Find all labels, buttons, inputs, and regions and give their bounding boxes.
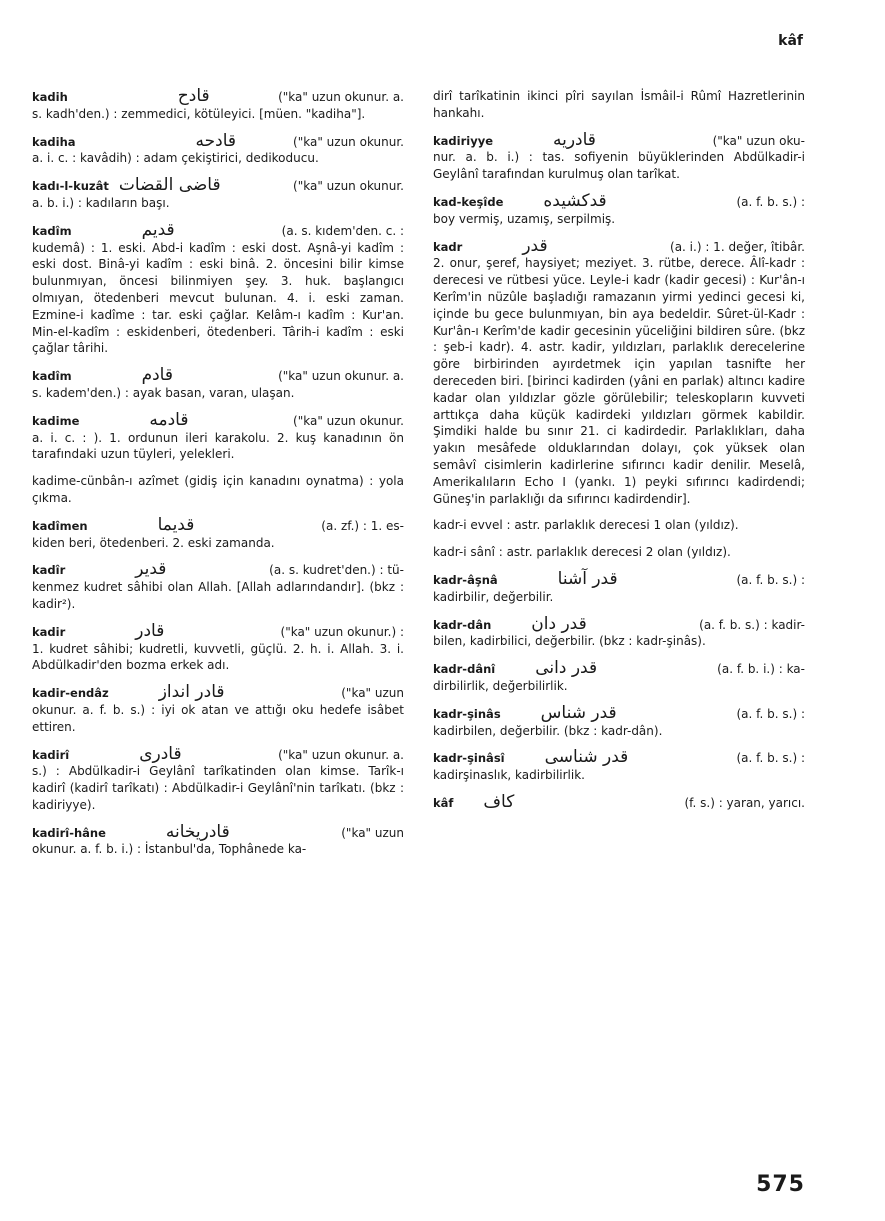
dictionary-entry (32, 473, 404, 507)
headword: kadir (32, 624, 66, 639)
arabic-spelling: قدير (135, 559, 167, 580)
headword: kadih (32, 90, 68, 104)
entry-head-text: ("ka" uzun (341, 686, 404, 701)
entry-head-text: ("ka" uzun okunur. a. (278, 90, 404, 104)
entry-head-text: ("ka" uzun okunur. a. (278, 747, 404, 762)
headword: kadr-şinâsî (433, 751, 505, 766)
entry-head-text: ("ka" uzun okunur. (293, 413, 404, 428)
dictionary-entry (433, 129, 805, 183)
dictionary-entry (32, 88, 404, 123)
dictionary-entry (32, 219, 404, 357)
arabic-spelling: قادرى (139, 743, 182, 764)
arabic-spelling: قديما (157, 514, 195, 535)
entry-head-text: (a. zf.) : 1. es- (321, 518, 404, 533)
dictionary-entry (433, 190, 805, 228)
entry-head-line (433, 749, 805, 767)
dictionary-entry (32, 561, 404, 612)
arabic-spelling: قادريه (553, 129, 596, 150)
dictionary-entry (433, 702, 805, 740)
entry-head-line (32, 561, 404, 579)
entry-definition: s. kadem'den.) : ayak basan, varan, ulaşan. (32, 385, 295, 400)
entry-definition: a. i. c. : ). 1. ordunun ileri karakolu. 2. kuş kanadının ön tarafındaki uzun tüyleri, yelekleri. (32, 430, 404, 462)
dictionary-entry (433, 88, 805, 122)
entry-head-text: ("ka" uzun oku- (712, 133, 805, 148)
entry-head-line (433, 129, 805, 150)
dictionary-entry (433, 568, 805, 606)
entry-head-line (32, 409, 404, 430)
headword: kadr-âşnâ (433, 572, 498, 587)
entry-head-text: (a. i.) : 1. değer, îtibâr. (670, 239, 805, 254)
entry-head-line (32, 88, 404, 106)
arabic-spelling: قادح (177, 86, 210, 106)
dictionary-entry (32, 821, 404, 859)
headword: kadîm (32, 223, 72, 238)
headword: kadime (32, 413, 80, 428)
dictionary-entry (32, 367, 404, 402)
entry-definition: bilen, kadirbilici, değerbilir. (bkz : kadr-şinâs). (433, 634, 706, 649)
dictionary-entry (32, 177, 404, 212)
dictionary-entry (433, 749, 805, 784)
entry-head-text: (a. s. kıdem'den. c. : (281, 223, 404, 238)
entry-definition: 2. onur, şeref, haysiyet; meziyet. 3. rütbe, derece. Âlî-kadr : derecesi ve rütbesi yüce. Leyle-i kadr (kadir gecesi) : Kur'ân-ı Kerîm'in nüzûle başladığı ramazanın yirmi yedinci gecesi ki, içinde bu gece bulunmıyan, bin aya bedeldir. Sûret-ül-Kadr : Kur'ân-ı Kerîm'de kadir gecesinin yüceliğini bildiren sûre. (bkz : şeb-i kadr). 4. astr. kadir, yıldızları, parlaklık derecelerine göre birbirinden ayırdetmek için yapılan tasnifte her dereceden biri. [birinci kadirden (yâni en parlak) altıncı kadire kadar olan yıldızlar gözle görülebilir; teleskopların kuvveti arttıkça daha küçük kadirdeki yıldızları görmek kabildir. Şimdiki halde bu sınır 21. ci kadirdedir. Parlaklıkları, daha yakın mesâfede olduklarından dolayı, çok yüksek olan semâvî cisimlerin kadirlerine sıfırıncı kadir denilir. Meselâ, Amerikalıların Echo I (yankı. 1) peyki sıfırıncı kadirdendi; Güneş'in parlaklığı da sıfırıncı kadirdendir]. (433, 256, 805, 506)
page-number: 575 (756, 1172, 805, 1197)
entry-definition: kiden beri, ötedenberi. 2. eski zamanda. (32, 535, 275, 550)
headword: kadîmen (32, 518, 88, 533)
entry-head-line (32, 367, 404, 385)
arabic-spelling: قادر انداز (158, 682, 225, 703)
entry-definition: kudemâ) : 1. eski. Abd-i kadîm : eski dost. Aşnâ-yi kadîm : eski dost. Binâ-yi kadîm : eski binâ. 2. öncesini bilir kimse bulunmıyan, öncesi bilinmiyen şey. 3. huk. başlangıcı olmıyan, ötedenberi mevcut bulunan. 4. i. eski zaman. Ezmine-i kadîme : tar. eski çağlar. Kelâm-ı kadîm : Kur'an. Min-el-kadîm : eskidenberi, ötedenberi. Târih-i kadîm : eski çağlar târihi. (32, 240, 404, 356)
entry-head-line (32, 821, 404, 842)
entry-head-line (433, 235, 805, 256)
entry-definition: kadirbilen, değerbilir. (bkz : kadr-dân). (433, 723, 663, 738)
arabic-spelling: قاضى القضات (118, 175, 221, 196)
dictionary-entry (32, 514, 404, 552)
entry-definition: kenmez kudret sâhibi olan Allah. [Allah adlarındandır]. (bkz : kadir²). (32, 580, 404, 611)
entry-head-line (433, 791, 805, 812)
dictionary-entry (433, 660, 805, 695)
entry-definition: kadr-i evvel : astr. parlaklık derecesi 1 olan (yıldız). (433, 518, 739, 533)
entry-definition: kadime-cünbân-ı azîmet (gidiş için kanadını oynatma) : yola çıkma. (32, 474, 404, 505)
entry-definition: okunur. a. f. b. s.) : iyi ok atan ve attığı oku hedefe isâbet ettiren. (32, 702, 404, 734)
dictionary-entry (433, 235, 805, 508)
arabic-spelling: قدكشيده (543, 190, 607, 211)
entry-definition: s. kadh'den.) : zemmedici, kötüleyici. [müen. "kadiha"]. (32, 106, 366, 121)
dictionary-entry (433, 517, 805, 534)
entry-head-line (433, 660, 805, 678)
entry-head-line (32, 177, 404, 195)
entry-head-line (32, 219, 404, 240)
entry-definition: kadirşinaslık, kadirbilirlik. (433, 768, 585, 783)
arabic-spelling: قديم (141, 219, 175, 240)
entry-head-text: (a. f. b. s.) : (736, 706, 805, 721)
headword: kadiha (32, 134, 76, 149)
entry-head-line (433, 702, 805, 723)
headword: kadiriyye (433, 133, 493, 148)
entry-definition: dirbilirlik, değerbilirlik. (433, 678, 568, 693)
entry-head-line (433, 190, 805, 211)
arabic-spelling: قدر دانى (535, 658, 598, 679)
entry-head-text: (a. s. kudret'den.) : tü- (269, 563, 404, 578)
entry-head-text: (a. f. b. s.) : (736, 194, 805, 209)
arabic-spelling: قادمه (149, 409, 189, 430)
entry-definition: a. i. c. : kavâdih) : adam çekiştirici, dedikoducu. (32, 151, 319, 166)
entry-head-line (433, 613, 805, 634)
left-column (32, 88, 404, 868)
headword: kadr (433, 239, 463, 254)
headword: kadr-dânî (433, 662, 496, 677)
entry-head-text: ("ka" uzun okunur. (293, 179, 404, 194)
headword: kadir-endâz (32, 686, 109, 701)
headword: kadîr (32, 563, 66, 578)
arabic-spelling: قدر شناس (540, 702, 617, 723)
arabic-spelling: قادريخانه (165, 821, 230, 842)
dictionary-entry (433, 613, 805, 651)
entry-definition: nur. a. b. i.) : tas. sofiyenin büyüklerinden Abdülkadir-i Geylânî tarafından kurulmuş olan tarîkat. (433, 150, 805, 182)
entry-head-text: (a. f. b. s.) : (736, 572, 805, 587)
entry-head-text: (a. f. b. s.) : (736, 751, 805, 766)
arabic-spelling: قدر شناسى (544, 747, 629, 768)
running-header: kâf (778, 33, 803, 49)
entry-head-text: (a. f. b. s.) : kadir- (699, 617, 805, 632)
dictionary-entry (32, 743, 404, 814)
entry-definition: kadirbilir, değerbilir. (433, 589, 554, 604)
arabic-spelling: قادم (141, 365, 173, 386)
headword: kadîm (32, 369, 72, 384)
headword: kad-keşîde (433, 194, 504, 209)
dictionary-entry (32, 409, 404, 463)
entry-definition: kadr-i sânî : astr. parlaklık derecesi 2 olan (yıldız). (433, 545, 731, 560)
entry-head-text: (a. f. b. i.) : ka- (717, 662, 805, 677)
entry-head-line (32, 743, 404, 764)
entry-head-line (32, 130, 404, 151)
arabic-spelling: كاف (483, 791, 515, 812)
entry-definition: dirî tarîkatinin ikinci pîri sayılan İsmâil-i Rûmî Hazretlerinin hankahı. (433, 89, 805, 120)
dictionary-entry (32, 620, 404, 674)
arabic-spelling: قادحه (195, 130, 237, 151)
entry-definition: a. b. i.) : kadıların başı. (32, 195, 170, 210)
entry-head-line (433, 568, 805, 589)
entry-head-line (32, 684, 404, 702)
right-column (433, 88, 805, 822)
entry-definition: s.) : Abdülkadir-i Geylânî tarîkatinden olan kimse. Tarîk-ı kadirî (kadirî tarîkatı) : Abdülkadir-i Geylânî'nin tarîkatı. (bkz : kadiriyye). (32, 764, 404, 812)
entry-head-line (32, 514, 404, 535)
arabic-spelling: قدر (522, 235, 548, 256)
arabic-spelling: قدر دان (531, 613, 587, 634)
dictionary-entry (32, 684, 404, 735)
entry-head-text: ("ka" uzun okunur. a. (278, 369, 404, 384)
entry-head-line (32, 620, 404, 641)
headword: kadr-dân (433, 617, 492, 632)
entry-head-text: ("ka" uzun okunur.) : (280, 624, 404, 639)
arabic-spelling: قادر (135, 620, 165, 641)
entry-head-text: ("ka" uzun okunur. (293, 134, 404, 149)
entry-definition: boy vermiş, uzamış, serpilmiş. (433, 211, 616, 226)
dictionary-entry (433, 791, 805, 812)
dictionary-entry (433, 544, 805, 561)
entry-head-text: ("ka" uzun (341, 825, 404, 840)
headword: kadirî (32, 747, 70, 762)
arabic-spelling: قدر آشنا (557, 568, 618, 589)
headword: kadı-l-kuzât (32, 179, 109, 194)
dictionary-entry (32, 130, 404, 168)
entry-head-text: (f. s.) : yaran, yarıcı. (684, 795, 805, 810)
entry-definition: 1. kudret sâhibi; kudretli, kuvvetli, güçlü. 2. h. i. Allah. 3. i. Abdülkadir'den bozma erkek adı. (32, 641, 404, 673)
headword: kadirî-hâne (32, 825, 106, 840)
headword: kâf (433, 795, 454, 810)
entry-definition: okunur. a. f. b. i.) : İstanbul'da, Tophânede ka- (32, 842, 307, 857)
headword: kadr-şinâs (433, 706, 501, 721)
